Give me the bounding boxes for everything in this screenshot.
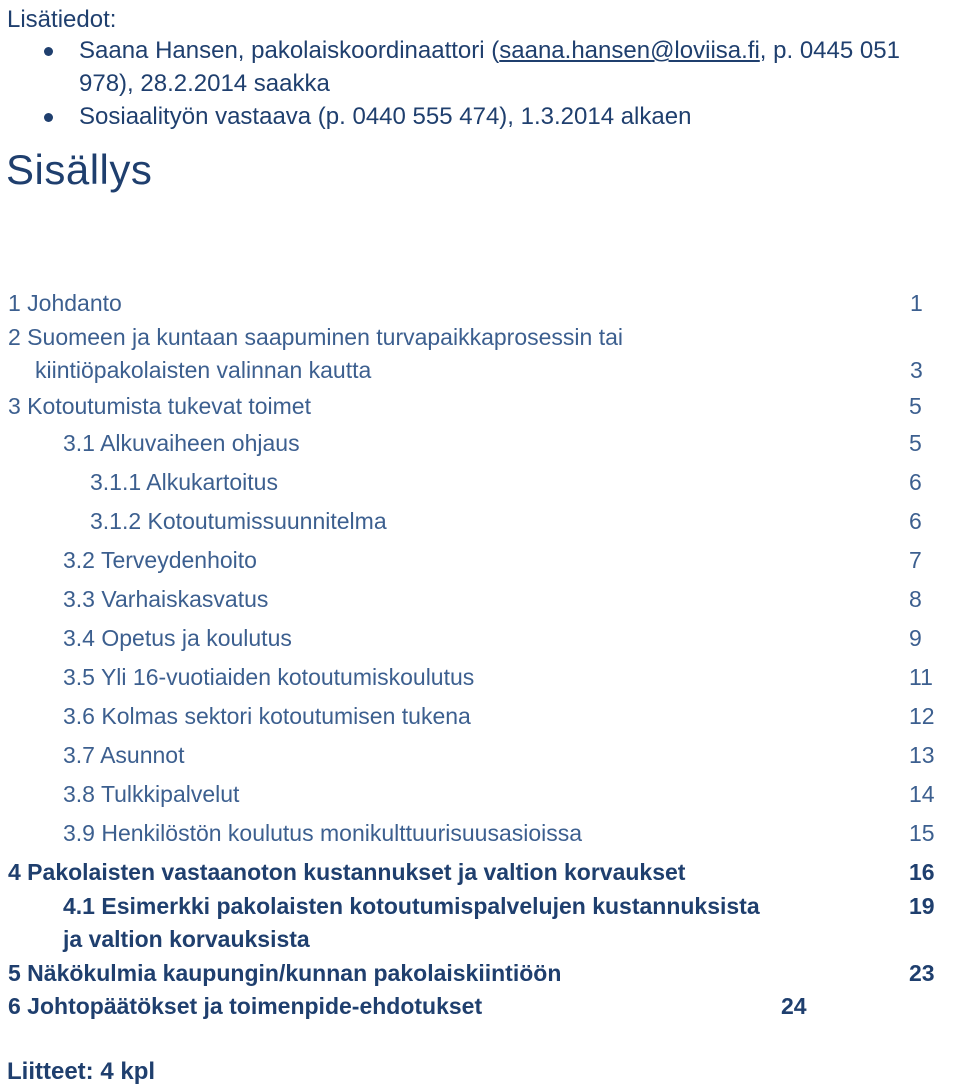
- toc-entry[interactable]: 1 Johdanto: [8, 290, 122, 316]
- toc-entry[interactable]: 5 Näkökulmia kaupungin/kunnan pakolaiskiintiöön: [8, 960, 562, 986]
- toc-title: Sisällys: [6, 146, 153, 193]
- toc-entry[interactable]: 4 Pakolaisten vastaanoton kustannukset ja valtion korvaukset: [8, 859, 686, 885]
- contact-1-suffix: , p. 0445 051: [759, 37, 900, 64]
- toc-entry[interactable]: kiintiöpakolaisten valinnan kautta: [35, 357, 372, 383]
- contact-line-1-continued: 978), 28.2.2014 saakka: [79, 70, 330, 97]
- toc-entry[interactable]: 4.1 Esimerkki pakolaisten kotoutumispalvelujen kustannuksista: [63, 893, 760, 919]
- toc-page-number: 5: [909, 393, 922, 419]
- toc-entry[interactable]: 2 Suomeen ja kuntaan saapuminen turvapaikkaprosessin tai: [8, 324, 623, 350]
- toc-page-number: 9: [909, 625, 922, 651]
- toc-entry-continued[interactable]: ja valtion korvauksista: [63, 926, 310, 952]
- toc-page-number: 14: [909, 781, 935, 807]
- email-link[interactable]: saana.hansen@loviisa.fi: [499, 37, 760, 64]
- toc-page-number: 24: [781, 993, 807, 1019]
- toc-page-number: 23: [909, 960, 935, 986]
- toc-page-number: 8: [909, 586, 922, 612]
- toc-page-number: 3: [910, 357, 923, 383]
- toc-page-number: 6: [909, 469, 922, 495]
- toc-entry[interactable]: 3.2 Terveydenhoito: [63, 547, 257, 573]
- toc-page-number: 16: [909, 859, 935, 885]
- toc-entry[interactable]: 3.5 Yli 16-vuotiaiden kotoutumiskoulutus: [63, 664, 475, 690]
- toc-entry[interactable]: 3.1 Alkuvaiheen ohjaus: [63, 430, 300, 456]
- toc-entry[interactable]: 3 Kotoutumista tukevat toimet: [8, 393, 311, 419]
- toc-page-number: 1: [910, 290, 923, 316]
- toc-entry[interactable]: 3.9 Henkilöstön koulutus monikulttuurisuusasioissa: [63, 820, 583, 846]
- toc-entry[interactable]: 3.1.1 Alkukartoitus: [90, 469, 278, 495]
- toc-page-number: 12: [909, 703, 935, 729]
- toc-entry[interactable]: 6 Johtopäätökset ja toimenpide-ehdotukset: [8, 993, 483, 1019]
- toc-page-number: 7: [909, 547, 922, 573]
- toc-entry[interactable]: 3.6 Kolmas sektori kotoutumisen tukena: [63, 703, 471, 729]
- info-heading: Lisätiedot:: [7, 6, 117, 33]
- toc-page-number: 13: [909, 742, 935, 768]
- contact-line-1: [79, 37, 900, 65]
- toc-page-number: 5: [909, 430, 922, 456]
- toc-entry[interactable]: 3.7 Asunnot: [63, 742, 185, 768]
- bullet-icon: [44, 113, 53, 122]
- toc-entry[interactable]: 3.4 Opetus ja koulutus: [63, 625, 292, 651]
- contact-line-2: Sosiaalityön vastaava (p. 0440 555 474), 1.3.2014 alkaen: [79, 103, 692, 130]
- attachments-label: Liitteet: 4 kpl: [7, 1058, 156, 1085]
- bullet-icon: [44, 47, 53, 56]
- toc-entry[interactable]: 3.8 Tulkkipalvelut: [63, 781, 240, 807]
- toc-page-number: 6: [909, 508, 922, 534]
- toc-page-number: 11: [909, 664, 933, 690]
- toc-page-number: 19: [909, 893, 935, 919]
- contact-1-prefix: Saana Hansen, pakolaiskoordinaattori (: [79, 37, 500, 64]
- toc-page-number: 15: [909, 820, 935, 846]
- toc-entry[interactable]: 3.3 Varhaiskasvatus: [63, 586, 269, 612]
- toc-entry[interactable]: 3.1.2 Kotoutumissuunnitelma: [90, 508, 387, 534]
